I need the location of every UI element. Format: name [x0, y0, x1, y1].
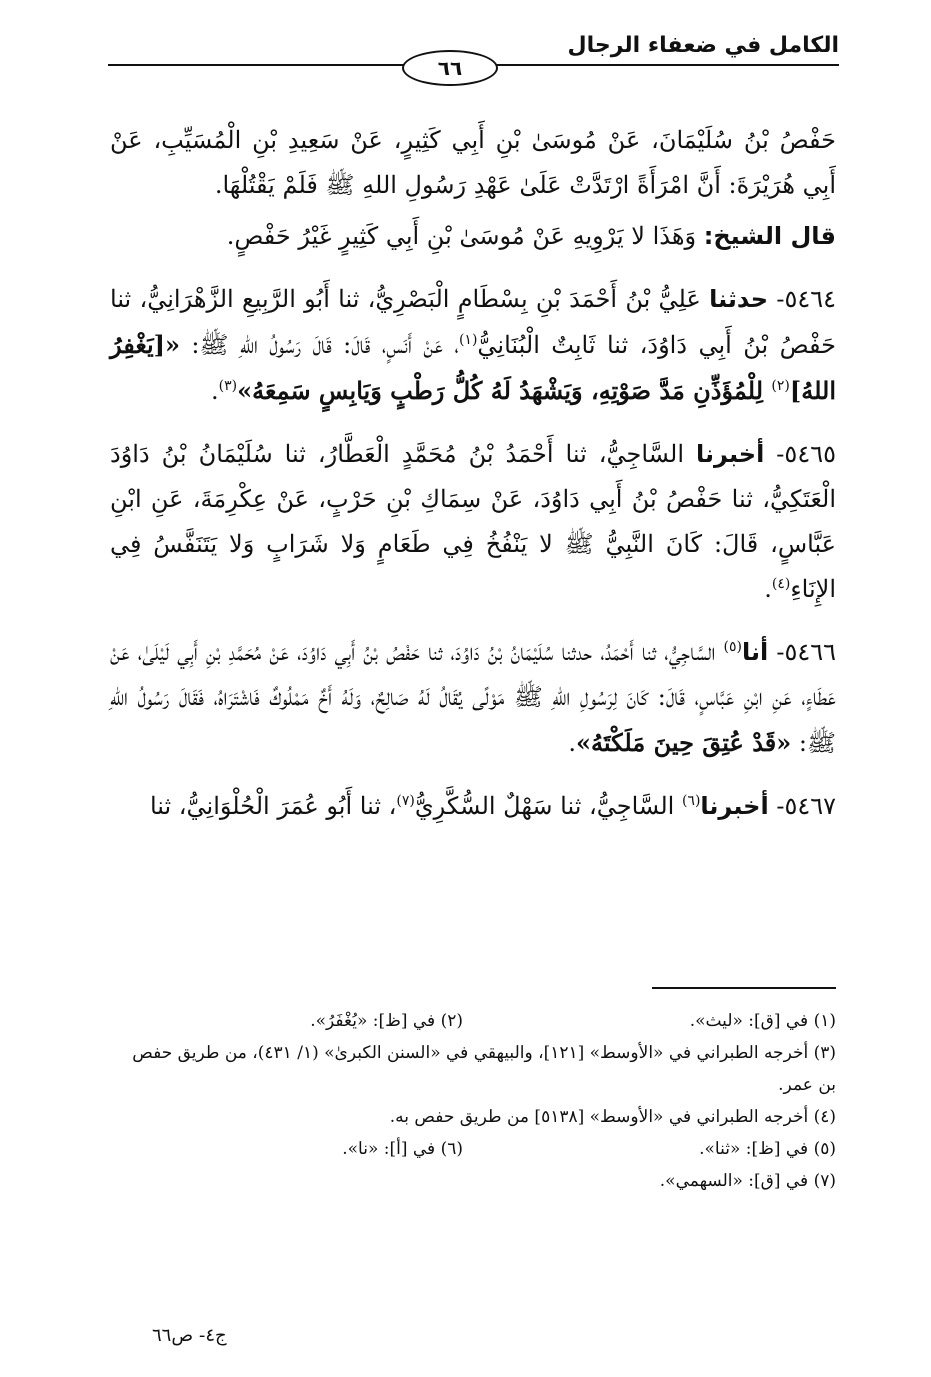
paragraph-text: عَلِيُّ بْنُ أَحْمَدَ بْنِ بِسْطَامٍ الْبَصْرِيُّ، ثنا أَبُو الرَّبِيعِ الزَّهْرَانِيُّ، ثنا حَفْصُ بْنُ أَبِي دَاوُدَ، ثنا ثَابِتٌ الْبُنَانِيُّ: [110, 285, 836, 359]
paragraph-end: .: [211, 377, 219, 405]
hadith-number: ٥٤٦٤-: [768, 285, 836, 313]
paragraph-text: حَفْصُ بْنُ سُلَيْمَانَ، عَنْ مُوسَىٰ بْنِ أَبِي كَثِيرٍ، عَنْ سَعِيدِ بْنِ الْمُسَيِّبِ، عَنْ أَبِي هُرَيْرَةَ: أَنَّ امْرَأَةً ارْتَدَّتْ عَلَىٰ عَهْدِ رَسُولِ اللهِ ﷺ فَلَمْ يَقْتُلْهَا.: [110, 126, 836, 199]
footnote-3: (٣) أخرجه الطبراني في «الأوسط» [١٢١]، والبيهقي في «السنن الكبرىٰ» (١/ ٤٣١)، من طريق حفص بن عمر.: [132, 1043, 836, 1095]
footnote-ref: (٤): [771, 576, 791, 592]
paragraph-comment: [110, 214, 836, 259]
hadith-quote: «قَدْ عُتِقَ حِينَ مَلَكْتَهُ»: [576, 728, 792, 757]
footnote-row: [110, 1133, 836, 1165]
hadith-5467: [110, 784, 836, 829]
volume-page-signature: ج٤- ص٦٦: [152, 1325, 227, 1346]
paragraph-text: وَهَذَا لا يَرْوِيهِ عَنْ مُوسَىٰ بْنِ أَبِي كَثِيرٍ غَيْرُ حَفْصٍ.: [226, 222, 704, 250]
footnote-1: (١) في [ق]: «ليث».: [689, 1011, 836, 1031]
paragraph-lead: حدثنا: [709, 285, 769, 313]
paragraph-end: .: [568, 729, 577, 757]
page-number: ٦٦: [402, 50, 498, 86]
footnotes: [110, 1005, 836, 1197]
hadith-quote: لِلْمُؤَذِّنِ مَدَّ صَوْتِهِ، وَيَشْهَدُ لَهُ كُلُّ رَطْبٍ وَيَابِسٍ سَمِعَهُ»: [237, 376, 772, 405]
paragraph-continuation: [110, 118, 836, 208]
footnote-rule: [652, 987, 836, 989]
footnote-ref: (٦): [681, 793, 701, 809]
footnote-7: (٧) في [ق]: «السهمي».: [659, 1171, 836, 1191]
footnote-6: (٦) في [أ]: «نا».: [342, 1139, 463, 1159]
paragraph-lead: أنا: [741, 638, 769, 666]
paragraph-lead: قال الشيخ:: [703, 222, 836, 250]
footnote-ref: (٧): [396, 793, 415, 809]
footnote-ref: (٣): [218, 378, 238, 394]
hadith-number: ٥٤٦٥-: [764, 440, 836, 468]
main-text: [110, 118, 836, 847]
footnote-5: (٥) في [ظ]: «ثنا».: [699, 1139, 836, 1159]
paragraph-lead: أخبرنا: [696, 440, 765, 468]
footnote-ref: (٢): [771, 378, 790, 394]
hadith-number: ٥٤٦٧-: [768, 792, 836, 820]
running-header-title: الكامل في ضعفاء الرجال: [567, 33, 839, 58]
hadith-quote: «[يَغْفِرُ اللهُ]: [110, 330, 836, 405]
footnote-ref: (١): [458, 332, 478, 348]
paragraph-text: ، عَنْ أَنَسٍ، قَالَ: قَالَ رَسُولُ اللهِ ﷺ:: [180, 331, 459, 359]
footnote-row: [110, 1005, 836, 1037]
footnote-2: (٢) في [ظ]: «يُغْفَرُ».: [310, 1011, 463, 1031]
paragraph-text: ، ثنا أَبُو عُمَرَ الْحُلْوَانِيُّ، ثنا: [149, 792, 397, 820]
hadith-number: ٥٤٦٦-: [768, 638, 836, 666]
paragraph-end: .: [764, 575, 772, 603]
paragraph-lead: أخبرنا: [700, 792, 769, 820]
footnote-4: (٤) أخرجه الطبراني في «الأوسط» [٥١٣٨] من طريق حفص به.: [389, 1107, 836, 1127]
hadith-5466: [110, 630, 836, 766]
paragraph-text: السَّاجِيُّ، ثنا سَهْلٌ السُّكَّرِيُّ: [414, 792, 682, 820]
hadith-5464: [110, 277, 836, 414]
paragraph-text: السَّاجِيُّ، ثنا أَحْمَدُ بْنُ مُحَمَّدٍ الْعَطَّارُ، ثنا سُلَيْمَانُ بْنُ دَاوُدَ الْعَتَكِيُّ، ثنا حَفْصُ بْنُ أَبِي دَاوُدَ، عَنْ سِمَاكِ بْنِ حَرْبٍ، عَنْ عِكْرِمَةَ، عَنِ ابْنِ عَبَّاسٍ، قَالَ: كَانَ النَّبِيُّ ﷺ لا يَنْفُخُ فِي طَعَامٍ وَلا شَرَابٍ وَلا يَتَنَفَّسُ فِي الإِنَاءِ: [110, 440, 836, 603]
footnote-ref: (٥): [723, 639, 742, 655]
hadith-5465: [110, 432, 836, 612]
paragraph-text: السَّاجِيُّ، ثنا أَحْمَدُ، حدثنا سُلَيْمَانُ بْنُ دَاوُدَ، ثنا حَفْصُ بْنُ أَبِي دَاوُدَ، عَنْ مُحَمَّدِ بْنِ أَبِي لَيْلَىٰ، عَنْ عَطَاءٍ، عَنِ ابْنِ عَبَّاسٍ، قَالَ: كَانَ لِرَسُولِ اللهِ ﷺ مَوْلًى يُقَالُ لَهُ صَالِحٌ، وَلَهُ أَخٌ مَمْلُوكٌ فَاشْتَرَاهُ، فَقَالَ رَسُولُ اللهِ ﷺ:: [110, 638, 836, 757]
